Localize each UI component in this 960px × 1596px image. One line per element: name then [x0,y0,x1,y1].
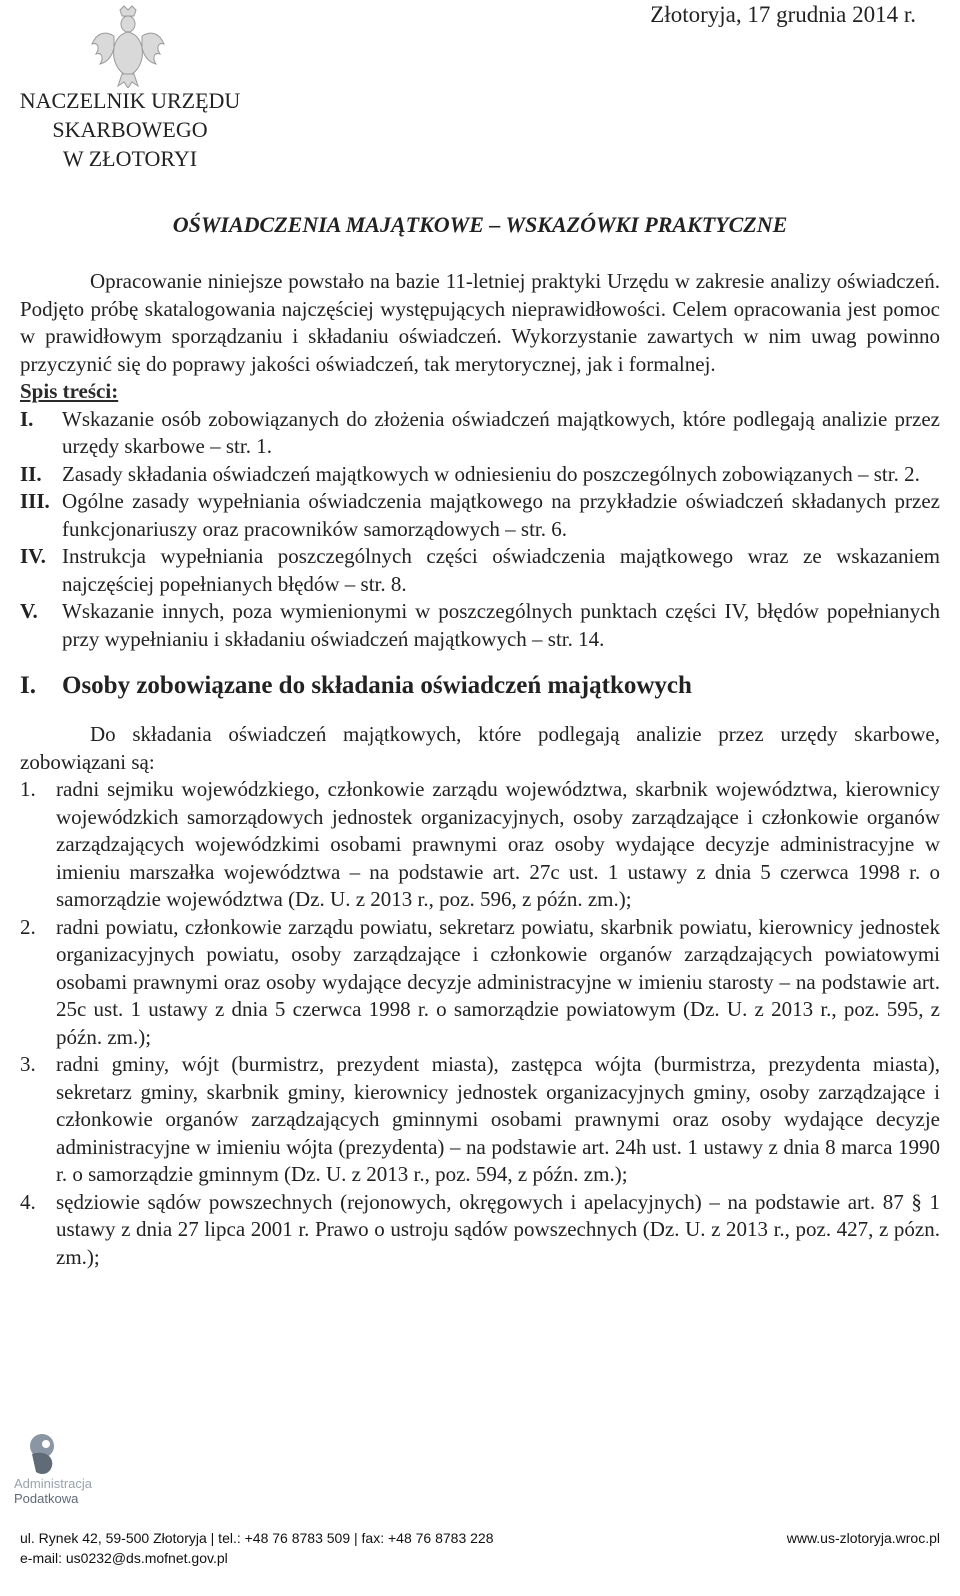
list-item-number: 4. [20,1189,36,1214]
issuing-office [0,86,260,173]
footer-website[interactable]: www.us-zlotoryja.wroc.pl [786,1530,940,1546]
toc-item-text: Wskazanie innych, poza wymienionymi w poszczególnych punktach części IV, błędów popełnianych przy wypełnianiu i składaniu oświadczeń majątkowych – str. 14. [62,599,940,651]
section-heading [20,669,940,703]
toc-item [20,461,940,489]
section-title: Osoby zobowiązane do składania oświadczeń majątkowych [62,672,692,699]
footer-address: ul. Rynek 42, 59-500 Złotoryja | tel.: +48 76 8783 509 | fax: +48 76 8783 228 [20,1530,494,1546]
toc-item-text: Instrukcja wypełniania poszczególnych części oświadczenia majątkowego wraz ze wskazaniem najczęściej popełnianych błędów – str. 8. [62,544,940,596]
obligated-persons-list [20,776,940,1271]
document-date: Złotoryja, 17 grudnia 2014 r. [650,2,916,27]
list-item [20,914,940,1052]
toc-item-number: V. [20,599,38,623]
toc-title: Spis treści: [20,379,119,403]
list-item-text: sędziowie sądów powszechnych (rejonowych, okręgowych i apelacyjnych) – na podstawie art. 87 § 1 ustawy z dnia 27 lipca 2001 r. Prawo o ustroju sądów powszechnych (Dz. U. z 2013 r., poz. 427, z pózn. zm.); [56,1189,940,1269]
section-intro: Do składania oświadczeń majątkowych, które podlegają analizie przez urzędy skarbowe, zobowiązani są: [20,722,940,774]
office-line: NACZELNIK URZĘDU [19,88,241,113]
document-body [20,268,940,1271]
toc-item [20,406,940,461]
list-item-number: 3. [20,1052,36,1076]
toc-item-number: III. [20,489,50,513]
list-item [20,1189,940,1272]
document-title: OŚWIADCZENIA MAJĄTKOWE – WSKAZÓWKI PRAKTYCZNE [172,212,788,237]
toc-item-number: IV. [20,544,46,568]
page-footer [20,1528,940,1568]
list-item [20,776,940,914]
list-item-text: radni sejmiku wojewódzkiego, członkowie zarządu województwa, skarbnik województwa, kierownicy wojewódzkich samorządowych jednostek organizacyjnych, osoby zarządzające i członkowie organów zarządzających wojewódzkimi osobami prawnymi oraz osoby wydające decyzje administracyjne w imieniu marszałka województwa – na podstawie art. 27c ust. 1 ustawy z dnia 5 czerwca 1998 r. o samorządzie województwa (Dz. U. z 2013 r., poz. 596, z późn. zm.); [56,777,940,911]
toc-item [20,598,940,653]
list-item-text: radni gminy, wójt (burmistrz, prezydent miasta), zastępca wójta (burmistrza, prezydenta miasta), sekretarz gminy, skarbnik gminy, kierownicy jednostek organizacyjnych gminy, osoby zarządzające i członkowie organów zarządzających gminnymi osobami prawnymi oraz osoby wydające decyzje administracyjne w imieniu wójta (prezydenta) – na podstawie art. 24h ust. 1 ustawy z dnia 8 marca 1990 r. o samorządzie gminnym (Dz. U. z 2013 r., poz. 594, z późn. zm.); [56,1052,940,1186]
toc-item-text: Ogólne zasady wypełniania oświadczenia majątkowego na przykładzie oświadczeń składanych przez funkcjonariuszy oraz pracowników samorządowych – str. 6. [62,489,940,541]
office-line: W ZŁOTORYI [62,146,198,171]
toc-item-text: Zasady składania oświadczeń majątkowych w odniesieniu do poszczególnych zobowiązanych – str. 2. [62,461,920,486]
list-item-text: radni powiatu, członkowie zarządu powiatu, sekretarz powiatu, skarbnik powiatu, kierownicy jednostek organizacyjnych powiatu, osoby zarządzające i członkowie organów zarządzających powiatowymi osobami prawnymi oraz osoby wydające decyzje administracyjne w imieniu starosty – na podstawie art. 25c ust. 1 ustawy z dnia 5 czerwca 1998 r. o samorządzie powiatowym (Dz. U. z 2013 r., poz. 595, z późn. zm.); [56,914,940,1049]
toc-item [20,488,940,543]
table-of-contents [20,406,940,654]
footer-email[interactable]: e-mail: us0232@ds.mofnet.gov.pl [20,1550,228,1566]
toc-item-number: I. [20,406,34,431]
section-number: I. [20,672,36,699]
office-line: SKARBOWEGO [52,117,208,142]
toc-item-number: II. [20,461,42,486]
toc-item [20,543,940,598]
polish-eagle-emblem-icon [90,4,166,88]
intro-paragraph: Opracowanie niniejsze powstało na bazie 11-letniej praktyki Urzędu w zakresie analizy oświadczeń. Podjęto próbę skatalogowania najczęściej występujących nieprawidłowości. Celem opracowania jest pomoc w prawidłowym sporządzaniu i składaniu oświadczeń. Wykorzystanie zawartych w nim uwag powinno przyczynić się do poprawy jakości oświadczeń, tak merytorycznej, jak i formalnej. [20,269,940,376]
logo-line: Administracja [14,1476,93,1491]
list-item [20,1051,940,1189]
logo-text [14,1476,92,1506]
logo-line: Podatkowa [14,1491,79,1506]
list-item-number: 1. [20,777,36,801]
toc-item-text: Wskazanie osób zobowiązanych do złożenia oświadczeń majątkowych, które podlegają analizie przez urzędy skarbowe – str. 1. [62,406,940,458]
list-item-number: 2. [20,914,36,939]
